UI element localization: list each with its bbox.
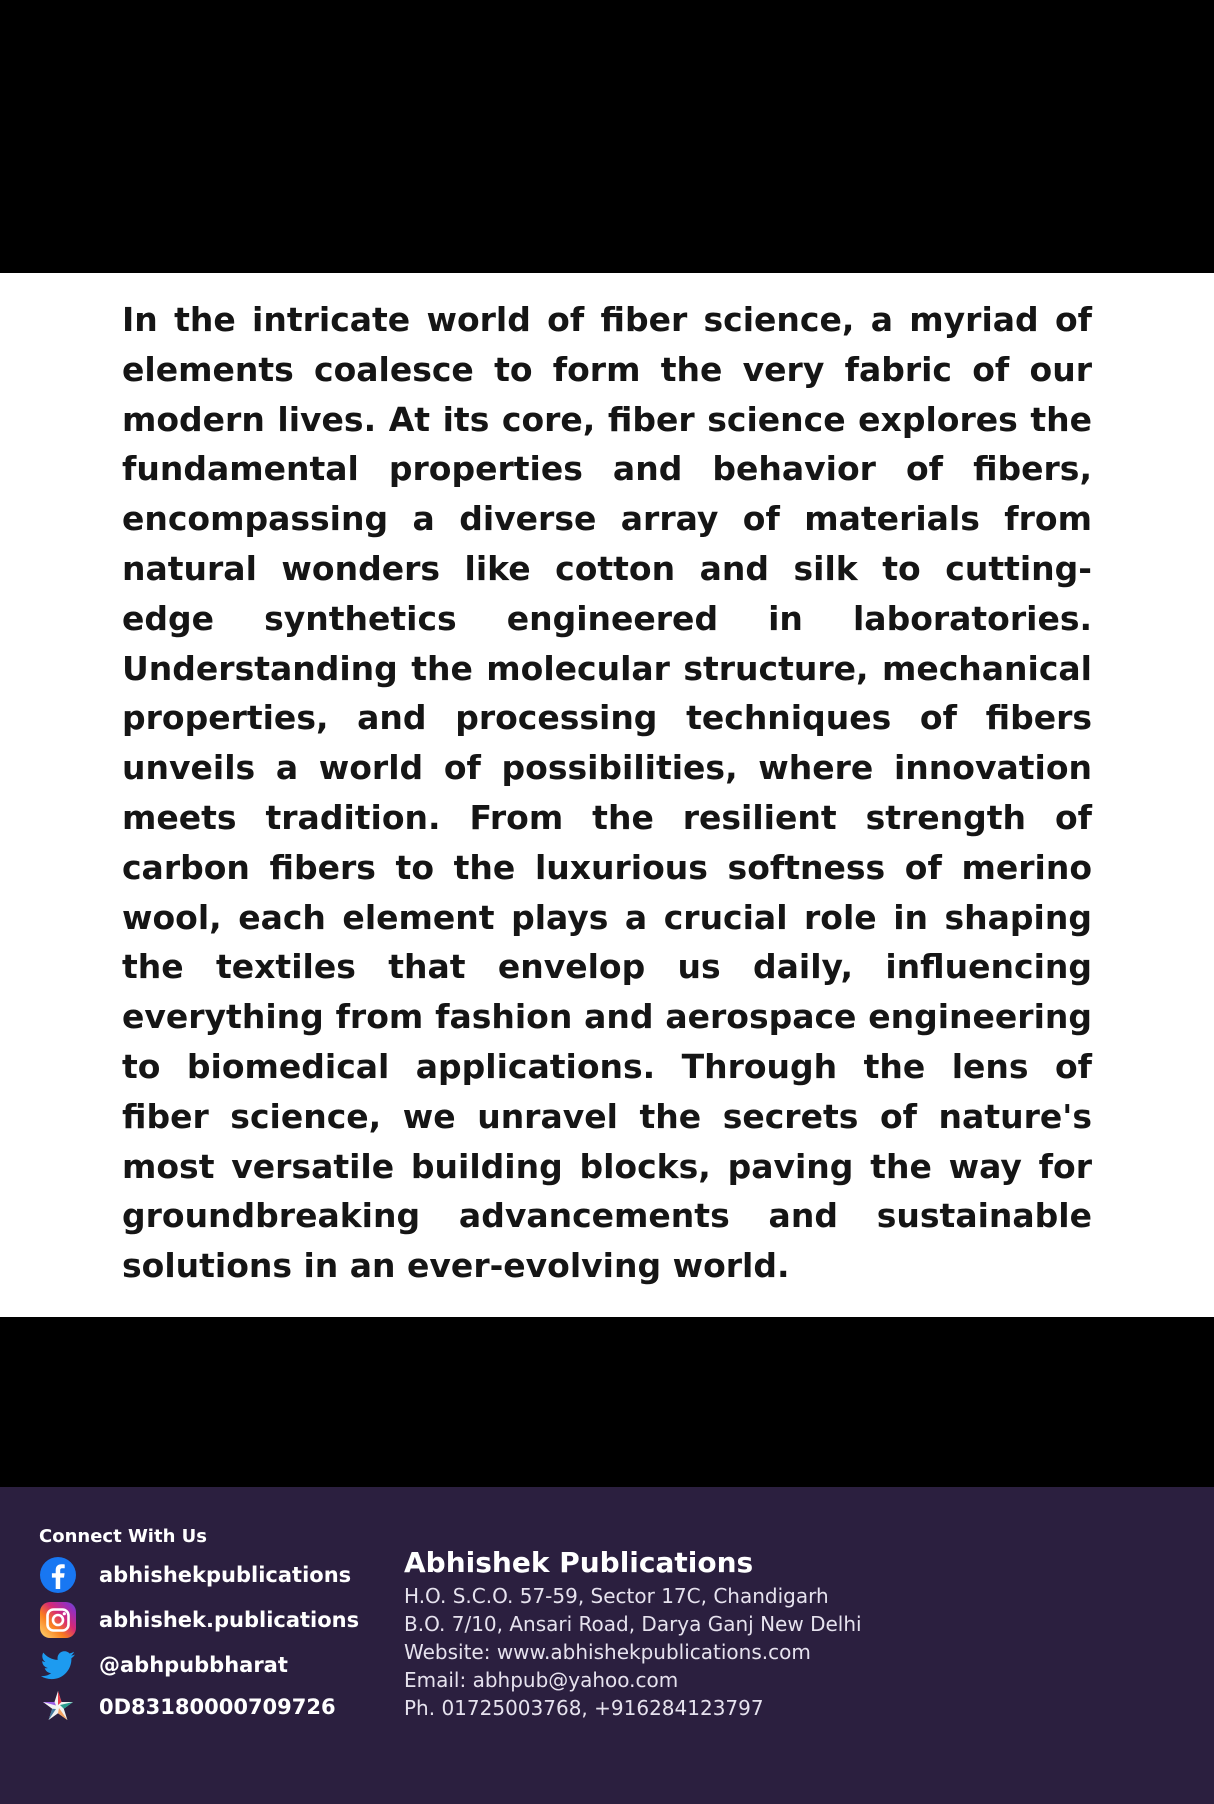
id-number: 0D83180000709726 [99,1695,336,1719]
back-cover-blurb: In the intricate world of fiber science, a myriad of elements coalesce to form the very fabric of our modern lives. At its core, fiber science explores the fundamental properties and behavior of fibers, encompassing a diverse array of materials from natural wonders like cotton and silk to cutting-edge synthetics engineered in laboratories. Understanding the molecular structure, mechanical properties, and processing techniques of fibers unveils a world of possibilities, where innovation meets tradition. From the resilient strength of carbon fibers to the luxurious softness of merino wool, each element plays a crucial role in shaping the textiles that envelop us daily, influencing everything from fashion and aerospace engineering to biomedical applications. Through the lens of fiber science, we unravel the secrets of nature's most versatile building blocks, paving the way for groundbreaking advancements and sustainable solutions in an ever-evolving world. [122,300,1092,1286]
facebook-icon [39,1556,77,1594]
top-black-band [0,0,1214,273]
blurb-section [0,273,1214,1317]
branch-office-address: B.O. 7/10, Ansari Road, Darya Ganj New Delhi [404,1612,862,1636]
twitter-handle: @abhpubbharat [99,1653,288,1677]
publisher-name: Abhishek Publications [404,1546,754,1579]
social-link-twitter[interactable] [39,1645,369,1685]
facebook-handle: abhishekpublications [99,1563,352,1587]
star-logo-icon [39,1688,77,1726]
middle-black-band [0,1317,1214,1487]
instagram-icon [39,1601,77,1639]
instagram-handle: abhishek.publications [99,1608,360,1632]
email-line[interactable]: Email: abhpub@yahoo.com [404,1668,679,1692]
publisher-footer [0,1487,1214,1804]
connect-heading: Connect With Us [39,1526,207,1547]
social-link-id[interactable] [39,1687,369,1727]
head-office-address: H.O. S.C.O. 57-59, Sector 17C, Chandigarh [404,1584,829,1608]
social-link-facebook[interactable] [39,1555,369,1595]
website-line[interactable]: Website: www.abhishekpublications.com [404,1640,811,1664]
twitter-icon [39,1646,77,1684]
phone-line: Ph. 01725003768, +916284123797 [404,1696,764,1720]
social-link-instagram[interactable] [39,1600,369,1640]
